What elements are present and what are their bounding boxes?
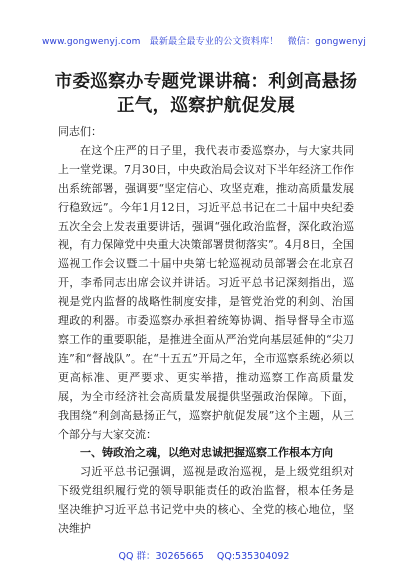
header-wechat: 微信：gongwenyj: [287, 37, 367, 47]
document-title: 市委巡察办专题党课讲稿：利剑高悬扬正气，巡察护航促发展: [54, 72, 358, 116]
salutation: 同志们：: [58, 125, 102, 138]
paragraph: 习近平总书记强调，巡视是政治巡视，是上级党组织对下级党组织履行党的领导职能责任的政治监督，根本任务是坚决维护习近平总书记党中央的核心、全党的核心地位，坚决维护: [58, 465, 354, 536]
document-body: [58, 123, 354, 539]
header-banner: [0, 34, 408, 47]
header-slogan: 最新最全最专业的公文资料库！: [149, 37, 279, 47]
section-heading: 一、铸政治之魂，以绝对忠诚把握巡察工作根本方向: [80, 446, 333, 460]
footer-banner: [0, 548, 408, 562]
header-website-link[interactable]: www.gongwenyj.com: [41, 37, 141, 47]
footer-qq: QQ:535304092: [216, 551, 290, 562]
paragraph: 在这个庄严的日子里，我代表市委巡察办，与大家共同上一堂党课。7月30日，中央政治局会议对下半年经济工作作出系统部署，强调要“坚定信心、攻坚克难，推动高质量发展行稳致远”。今年1月12日，习近平总书记在二十届中央纪委五次全会上发表重要讲话，强调“强化政治监督，深化政治巡视，有力保障党中央重大决策部署贯彻落实”。4月8日，全国巡视工作会议暨二十届中央第七轮巡视动员部署会在北京召开，李希同志出席会议并讲话。习近平总书记深刻指出，巡视是党内监督的战略性制度安排，是管党治党的利剑、治国理政的利器。市委巡察办承担着统筹协调、指导督导全市巡察工作的重要职能，是推进全面从严治党向基层延伸的“尖刀连”和“督战队”。在“十五五”开局之年，全市巡察系统必须以更高标准、更严要求、更实举措，推动巡察工作高质量发展，为全市经济社会高质量发展提供坚强政治保障。下面，我围绕“利剑高悬扬正气，巡察护航促发展”这个主题，从三个部分与大家交流：: [58, 143, 354, 441]
footer-qq-group: QQ 群：30265665: [118, 551, 204, 562]
